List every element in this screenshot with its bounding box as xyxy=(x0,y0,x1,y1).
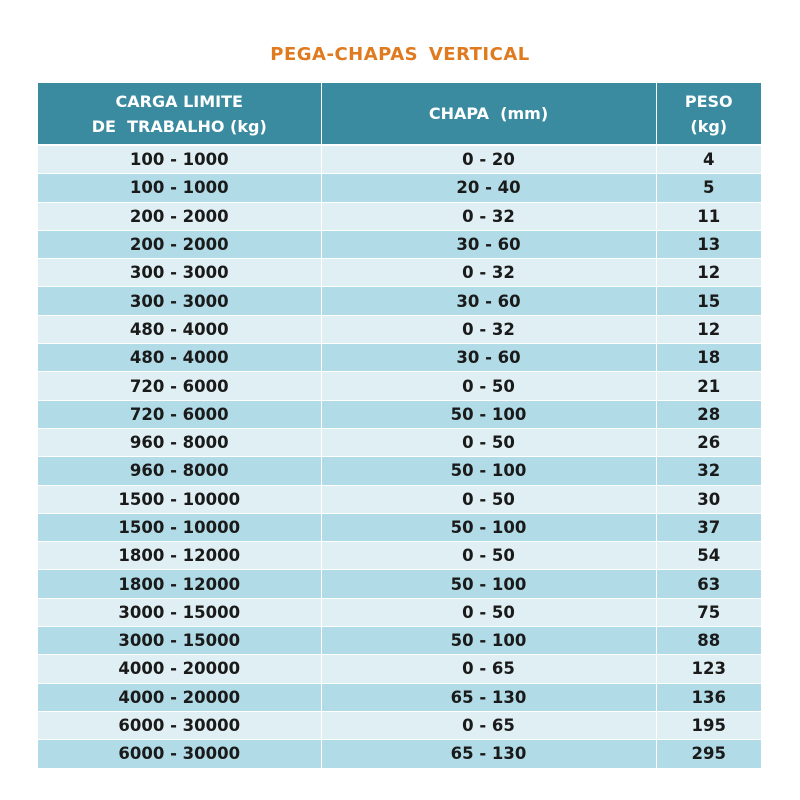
table-header-row xyxy=(38,83,761,145)
cell-chapa: 50 - 100 xyxy=(321,400,656,428)
cell-carga: 200 - 2000 xyxy=(38,202,321,230)
table-row xyxy=(38,145,761,174)
cell-carga: 200 - 2000 xyxy=(38,230,321,258)
table-row xyxy=(38,627,761,655)
cell-carga: 480 - 4000 xyxy=(38,344,321,372)
cell-carga: 480 - 4000 xyxy=(38,315,321,343)
table-row xyxy=(38,315,761,343)
cell-peso: 12 xyxy=(656,259,761,287)
cell-chapa: 65 - 130 xyxy=(321,740,656,768)
cell-chapa: 0 - 50 xyxy=(321,428,656,456)
table-row xyxy=(38,711,761,739)
cell-chapa: 0 - 50 xyxy=(321,485,656,513)
cell-peso: 63 xyxy=(656,570,761,598)
cell-peso: 28 xyxy=(656,400,761,428)
table-row xyxy=(38,542,761,570)
header-peso xyxy=(656,83,761,145)
cell-carga: 300 - 3000 xyxy=(38,259,321,287)
cell-carga: 4000 - 20000 xyxy=(38,683,321,711)
cell-carga: 1800 - 12000 xyxy=(38,570,321,598)
cell-carga: 300 - 3000 xyxy=(38,287,321,315)
cell-carga: 1500 - 10000 xyxy=(38,513,321,541)
cell-peso: 12 xyxy=(656,315,761,343)
cell-carga: 100 - 1000 xyxy=(38,174,321,202)
cell-carga: 6000 - 30000 xyxy=(38,711,321,739)
cell-chapa: 0 - 50 xyxy=(321,598,656,626)
cell-peso: 37 xyxy=(656,513,761,541)
cell-chapa: 0 - 65 xyxy=(321,655,656,683)
cell-peso: 75 xyxy=(656,598,761,626)
cell-chapa: 0 - 32 xyxy=(321,315,656,343)
cell-carga: 3000 - 15000 xyxy=(38,627,321,655)
cell-chapa: 30 - 60 xyxy=(321,287,656,315)
cell-peso: 11 xyxy=(656,202,761,230)
table-row xyxy=(38,740,761,768)
spec-table xyxy=(38,83,761,769)
cell-chapa: 20 - 40 xyxy=(321,174,656,202)
table-row xyxy=(38,174,761,202)
header-chapa-label: CHAPA (mm) xyxy=(428,104,549,123)
cell-peso: 13 xyxy=(656,230,761,258)
cell-carga: 1500 - 10000 xyxy=(38,485,321,513)
table-row xyxy=(38,259,761,287)
cell-carga: 6000 - 30000 xyxy=(38,740,321,768)
cell-chapa: 30 - 60 xyxy=(321,344,656,372)
cell-carga: 100 - 1000 xyxy=(38,145,321,174)
cell-peso: 21 xyxy=(656,372,761,400)
cell-peso: 18 xyxy=(656,344,761,372)
table-row xyxy=(38,344,761,372)
cell-chapa: 50 - 100 xyxy=(321,570,656,598)
header-peso-line2: (kg) xyxy=(690,116,728,136)
table-row xyxy=(38,655,761,683)
table-row xyxy=(38,598,761,626)
table-row xyxy=(38,372,761,400)
cell-chapa: 50 - 100 xyxy=(321,457,656,485)
cell-chapa: 0 - 20 xyxy=(321,145,656,174)
header-carga-line1: CARGA LIMITE xyxy=(115,91,243,111)
cell-peso: 4 xyxy=(656,145,761,174)
cell-carga: 720 - 6000 xyxy=(38,372,321,400)
cell-chapa: 0 - 50 xyxy=(321,372,656,400)
table-row xyxy=(38,400,761,428)
cell-peso: 5 xyxy=(656,174,761,202)
header-carga-line2: DE TRABALHO (kg) xyxy=(91,116,267,136)
header-chapa xyxy=(321,83,656,145)
cell-chapa: 30 - 60 xyxy=(321,230,656,258)
spec-table-container xyxy=(38,83,761,769)
page-title: PEGA-CHAPAS VERTICAL xyxy=(270,44,530,65)
cell-chapa: 0 - 32 xyxy=(321,202,656,230)
table-row xyxy=(38,428,761,456)
table-row xyxy=(38,513,761,541)
cell-peso: 26 xyxy=(656,428,761,456)
table-body xyxy=(38,145,761,768)
cell-carga: 4000 - 20000 xyxy=(38,655,321,683)
cell-carga: 960 - 8000 xyxy=(38,428,321,456)
cell-carga: 1800 - 12000 xyxy=(38,542,321,570)
cell-chapa: 0 - 32 xyxy=(321,259,656,287)
table-row xyxy=(38,287,761,315)
cell-chapa: 0 - 65 xyxy=(321,711,656,739)
cell-chapa: 0 - 50 xyxy=(321,542,656,570)
table-row xyxy=(38,457,761,485)
cell-peso: 195 xyxy=(656,711,761,739)
header-peso-line1: PESO xyxy=(684,91,733,111)
cell-carga: 960 - 8000 xyxy=(38,457,321,485)
cell-chapa: 65 - 130 xyxy=(321,683,656,711)
cell-peso: 295 xyxy=(656,740,761,768)
table-row xyxy=(38,485,761,513)
cell-chapa: 50 - 100 xyxy=(321,627,656,655)
cell-peso: 32 xyxy=(656,457,761,485)
table-row xyxy=(38,202,761,230)
cell-peso: 15 xyxy=(656,287,761,315)
table-row xyxy=(38,570,761,598)
cell-peso: 88 xyxy=(656,627,761,655)
cell-carga: 3000 - 15000 xyxy=(38,598,321,626)
table-row xyxy=(38,683,761,711)
table-row xyxy=(38,230,761,258)
cell-peso: 123 xyxy=(656,655,761,683)
cell-peso: 30 xyxy=(656,485,761,513)
cell-carga: 720 - 6000 xyxy=(38,400,321,428)
cell-chapa: 50 - 100 xyxy=(321,513,656,541)
header-carga xyxy=(38,83,321,145)
cell-peso: 136 xyxy=(656,683,761,711)
cell-peso: 54 xyxy=(656,542,761,570)
